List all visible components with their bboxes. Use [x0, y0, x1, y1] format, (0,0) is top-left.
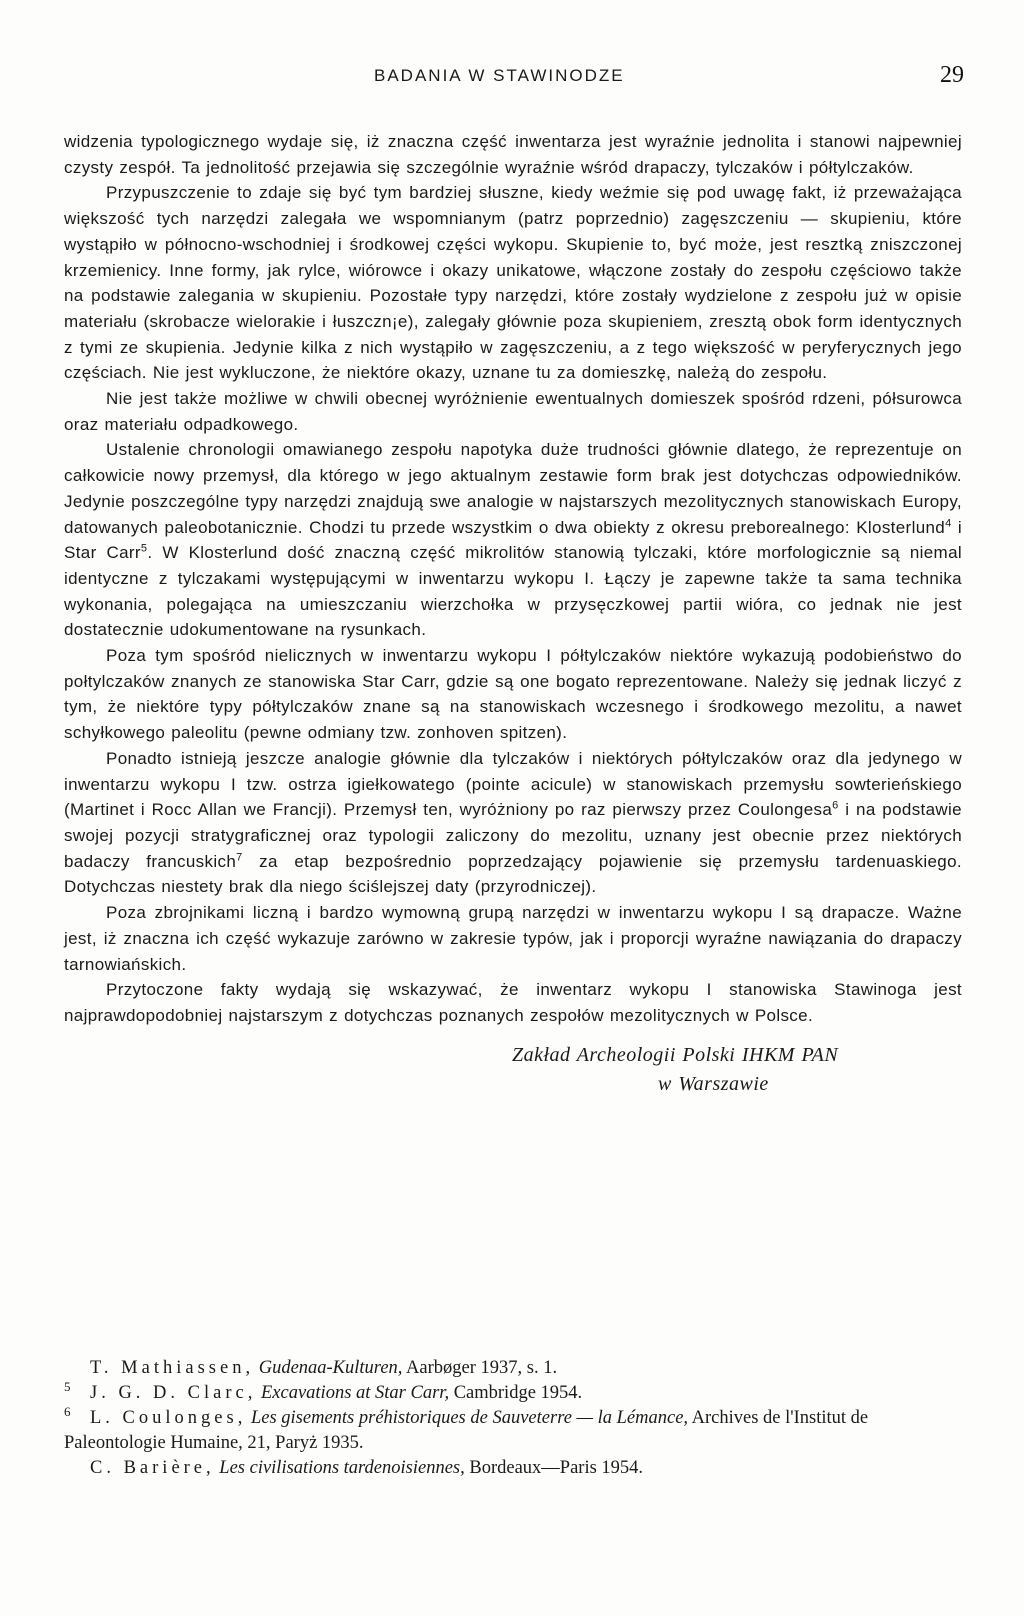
footnote-ref: 7	[236, 851, 243, 864]
footnote	[64, 1356, 964, 1381]
footnote-ref: 5	[140, 542, 148, 555]
footnote-author: J. G. D. Clarc,	[90, 1383, 257, 1403]
footnote-author: C. Barière,	[90, 1458, 215, 1478]
paragraph-text: Ustalenie chronologii omawianego zespołu napotyka duże trudności głównie dlatego, że reprezentuje on całkowicie nowy przemysł, dla którego w jego aktualnym zestawie form brak jest dotychczas odpowiedników. Jedynie poszczególne typy narzędzi znajdują swe analogie w najstarszych mezolitycznych stanowiskach Europy, datowanych paleobotanicznie. Chodzi tu przede wszystkim o dwa obiekty z okresu preborealnego: Klosterlund	[64, 440, 962, 537]
footnote-title: Les civilisations tardenoisiennes,	[219, 1458, 465, 1478]
paragraph-text: za etap bezpośrednio poprzedzający pojawienie się przemysłu tardenuaskiego. Dotychczas niestety brak dla niego ściślejszej daty (przyrodniczej).	[64, 851, 962, 897]
footnote-rest: Archives de l'Institut de Paleontologie Humaine, 21, Paryż 1935.	[64, 1408, 869, 1453]
footnote-author: L. Coulonges,	[90, 1408, 247, 1428]
paragraph	[64, 746, 962, 900]
footnote: 5 J. G. D. Clarc, Excavations at Star Carr, Cambridge 1954.	[64, 1378, 583, 1403]
footnote: 6 L. Coulonges, Les gisements préhistoriques de Sauveterre — la Lémance, Archives de l'Institut de Paleontologie Humaine, 21, Paryż 1935.	[64, 1403, 869, 1453]
page-header	[64, 62, 964, 102]
paragraph: Przypuszczenie to zdaje się być tym bardziej słuszne, kiedy weźmie się pod uwagę fakt, iż przeważająca większość tych narzędzi zalegała we wspomnianym (patrz poprzednio) zagęszczeniu — skupieniu, które wystąpiło w północno-wschodniej i środkowej części wykopu. Skupienie to, być może, jest resztką zniszczonej krzemienicy. Inne formy, jak rylce, wiórowce i okazy unikatowe, włączone zostały do zespołu częściowo także na podstawie zalegania w skupieniu. Pozostałe typy narzędzi, które zostały wydzielone z zespołu już w opisie materiału (skrobacze wielorakie i łuszczn¡e), zalegały głównie poza skupieniem, zresztą obok form identycznych z tymi ze skupienia. Jedynie kilka z nich wystąpiło w zagęszczeniu, a z tego większość w peryferycznych jego częściach. Nie jest wykluczone, że niektóre okazy, uznane tu za domieszkę, należą do zespołu.	[64, 183, 962, 383]
signature-city: w Warszawie	[658, 1072, 769, 1095]
footnotes	[64, 1356, 964, 1481]
footnote-ref: 4	[945, 516, 952, 529]
signature-institution: Zakład Archeologii Polski IHKM PAN	[512, 1043, 839, 1066]
running-title: BADANIA W STAWINODZE	[374, 66, 625, 85]
paragraph	[64, 437, 962, 643]
paragraph-text: i na podstawie swojej pozycji stratygraficznej oraz typologii zaliczony do mezolitu, uznany jest obecnie przez niektórych badaczy francuskich	[64, 800, 962, 871]
footnote-title: Gudenaa-Kulturen,	[258, 1358, 403, 1378]
page-number: 29	[940, 62, 964, 88]
paragraph: widzenia typologicznego wydaje się, iż znaczna część inwentarza jest wyraźnie jednolita i stanowi najpewniej czysty zespół. Ta jednolitość przejawia się szczególnie wyraźnie wśród drapaczy, tylczaków i półtylczaków.	[64, 132, 962, 177]
paragraph: Poza zbrojnikami liczną i bardzo wymowną grupą narzędzi w inwentarzu wykopu I są drapacze. Ważne jest, iż znaczna ich część wykazuje zarówno w zakresie typów, jak i proporcji wyraźne nawiązania do drapaczy tarnowiańskich.	[64, 903, 962, 974]
footnote-author: T. Mathiassen,	[90, 1358, 255, 1378]
paragraph-text: Ponadto istnieją jeszcze analogie głównie dla tylczaków i niektórych półtylczaków oraz dla jedynego w inwentarzu wykopu I tzw. ostrza igiełkowatego (pointe acicule) w stanowiskach przemysłu sowterieńskiego (Martinet i Rocc Allan we Francji). Przemysł ten, wyróżniony po raz pierwszy przez Coulongesa	[64, 748, 962, 820]
footnote-rest: Cambridge 1954.	[449, 1383, 583, 1403]
footnote	[64, 1456, 964, 1481]
footnote-ref: 6	[832, 799, 839, 812]
paragraph-text: . W Klosterlund dość znaczną część mikrolitów stanowią tylczaki, które morfologicznie są niemal identyczne z tylczakami występującymi w inwentarzu wykopu I. Łączy je zapewne także ta sama technika wykonania, polegająca na umieszczaniu wierzchołka w przysęczkowej partii wióra, co jednak nie jest dostatecznie udokumentowane na rysunkach.	[64, 543, 962, 640]
footnote-rest: Bordeaux—Paris 1954.	[464, 1458, 644, 1478]
paragraph: Poza tym spośród nielicznych w inwentarzu wykopu I półtylczaków niektóre wykazują podobieństwo do połtylczaków znanych ze stanowiska Star Carr, gdzie są one bogato reprezentowane. Należy się jednak liczyć z tym, że niektóre typy półtylczaków znane są na stanowiskach wczesnego i środkowego mezolitu, a nawet schyłkowego paleolitu (pewne odmiany tzw. zonhoven spitzen).	[64, 646, 962, 743]
body-text	[64, 129, 962, 1099]
paragraph-text: i Star Carr	[64, 517, 963, 563]
paragraph: Przytoczone fakty wydają się wskazywać, że inwentarz wykopu I stanowiska Stawinoga jest najprawdopodobniej najstarszym z dotychczas poznanych zespołów mezolitycznych w Polsce.	[64, 980, 962, 1025]
footnote-title: Les gisements préhistoriques de Sauveterre — la Lémance,	[250, 1408, 689, 1428]
signature-block	[64, 1041, 962, 1099]
paragraph: Nie jest także możliwe w chwili obecnej wyróżnienie ewentualnych domieszek spośród rdzeni, półsurowca oraz materiału odpadkowego.	[64, 389, 962, 434]
footnote-title: Excavations at Star Carr,	[260, 1383, 450, 1403]
footnote-rest: Aarbøger 1937, s. 1.	[402, 1358, 558, 1378]
